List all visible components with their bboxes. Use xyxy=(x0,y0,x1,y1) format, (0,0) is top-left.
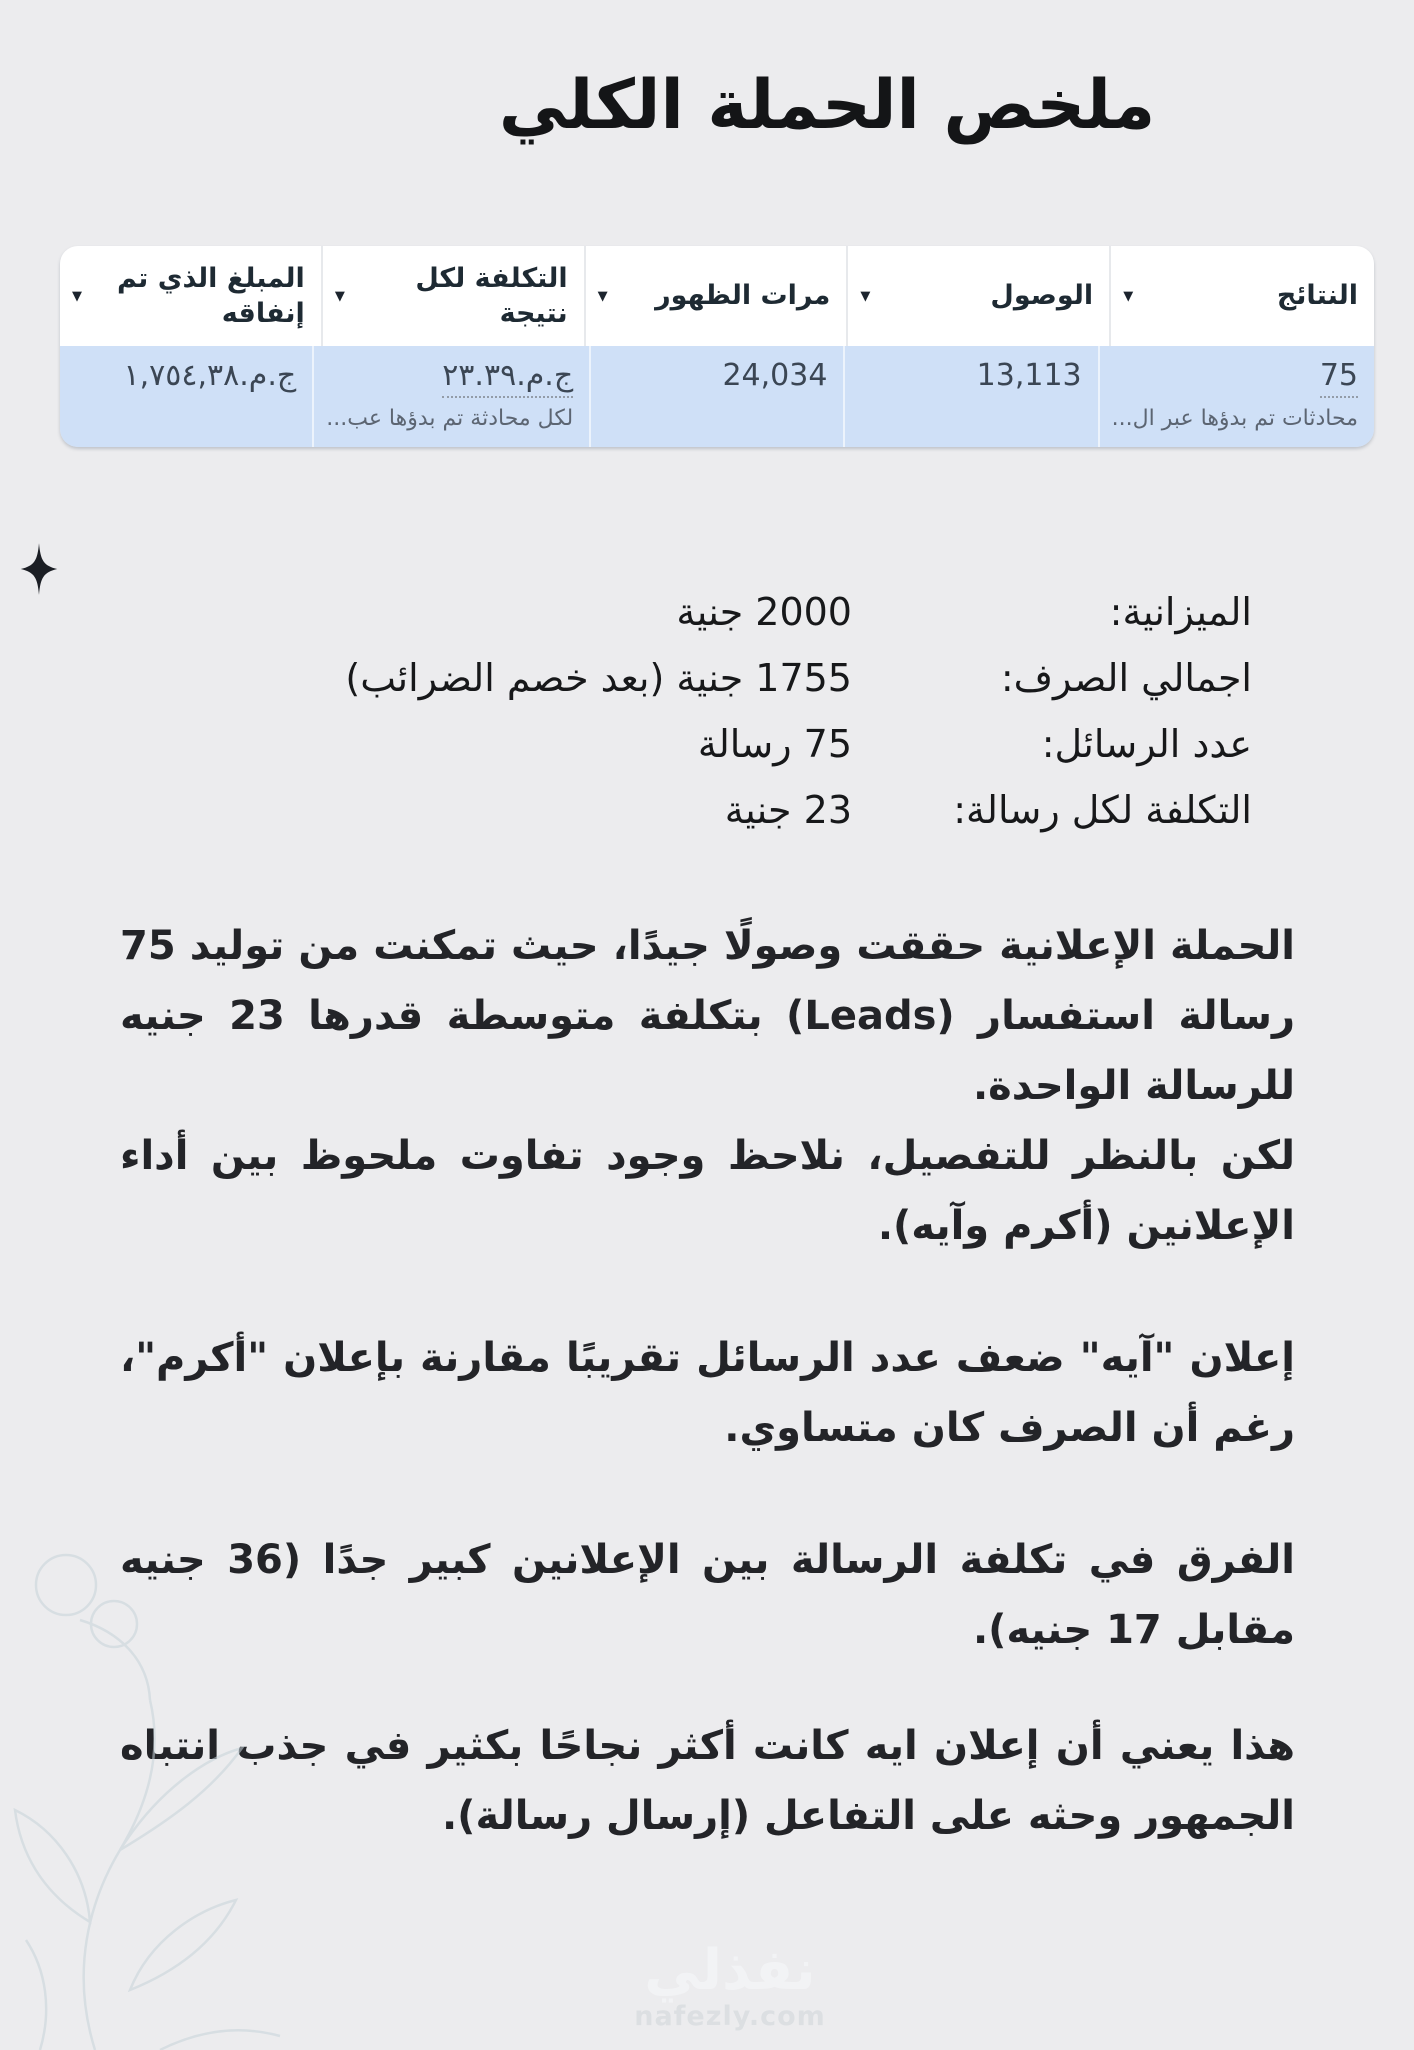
watermark-site: nafezly.com xyxy=(634,2001,826,2032)
summary-value-total-spend: 1755 جنية (بعد خصم الضرائب) xyxy=(345,655,852,700)
amount-spent-value: ج.م.١,٧٥٤,٣٨ xyxy=(123,358,297,393)
analysis-paragraph: إعلان "آيه" ضعف عدد الرسائل تقريبًا مقارنة بإعلان "أكرم"، رغم أن الصرف كان متساوي. xyxy=(120,1334,1295,1451)
cell-reach xyxy=(845,346,1099,447)
summary-list xyxy=(110,589,1252,835)
sort-caret-icon: ▼ xyxy=(860,288,871,304)
results-note: محادثات تم بدؤها عبر ال... xyxy=(1111,406,1358,431)
reach-value: 13,113 xyxy=(976,358,1082,393)
column-header-impressions[interactable] xyxy=(586,246,849,346)
analysis-paragraph: هذا يعني أن إعلان ايه كانت أكثر نجاحًا بكثير في جذب انتباه الجمهور وحثه على التفاعل (إرسال رسالة). xyxy=(120,1722,1295,1839)
sort-caret-icon: ▼ xyxy=(334,288,345,304)
column-header-label: الوصول xyxy=(990,280,1094,312)
sort-caret-icon: ▼ xyxy=(1123,288,1134,304)
column-header-amount-spent[interactable] xyxy=(60,246,323,346)
column-header-cost-per-result[interactable] xyxy=(323,246,586,346)
analysis-paragraph: الحملة الإعلانية حققت وصولًا جيدًا، حيث تمكنت من توليد 75 رسالة استفسار (Leads) بتكلفة متوسطة قدرها 23 جنيه للرسالة الواحدة. xyxy=(120,922,1295,1109)
page-title: ملخص الحملة الكلي xyxy=(498,66,1156,145)
cell-cost-per-result xyxy=(314,346,591,447)
sort-caret-icon: ▼ xyxy=(72,288,83,304)
analysis-paragraph: الفرق في تكلفة الرسالة بين الإعلانين كبير جدًا (36 جنيه مقابل 17 جنيه). xyxy=(120,1536,1295,1653)
impressions-value: 24,034 xyxy=(722,358,828,393)
sparkle-icon xyxy=(20,542,58,596)
sort-caret-icon: ▼ xyxy=(597,288,608,304)
summary-value-message-count: 75 رسالة xyxy=(697,721,852,766)
column-header-label: مرات الظهور xyxy=(655,280,831,312)
metrics-table-header-row xyxy=(60,246,1374,346)
cell-results xyxy=(1100,346,1374,447)
column-header-label: التكلفة لكل نتيجة xyxy=(415,262,568,329)
column-header-label: المبلغ الذي تم إنفاقه xyxy=(116,262,305,329)
summary-label-total-spend: اجمالي الصرف: xyxy=(1000,655,1252,700)
results-value: 75 xyxy=(1320,359,1358,398)
column-header-label: النتائج xyxy=(1276,280,1358,312)
cell-amount-spent xyxy=(60,346,314,447)
cost-per-result-note: لكل محادثة تم بدؤها عب... xyxy=(326,406,574,431)
analysis-paragraph: لكن بالنظر للتفصيل، نلاحظ وجود تفاوت ملحوظ بين أداء الإعلانين (أكرم وآيه). xyxy=(120,1132,1295,1249)
cell-impressions xyxy=(591,346,845,447)
summary-label-budget: الميزانية: xyxy=(1109,590,1252,634)
metrics-table xyxy=(60,246,1374,447)
column-header-reach[interactable] xyxy=(848,246,1111,346)
summary-label-message-count: عدد الرسائل: xyxy=(1041,721,1252,766)
watermark xyxy=(634,1940,826,2032)
summary-value-cost-per-message: 23 جنية xyxy=(724,787,852,832)
botanical-sketch-decoration xyxy=(0,1490,340,2050)
watermark-logo: نفذلي xyxy=(644,1938,816,2003)
cost-per-result-value: ج.م.٢٣.٣٩ xyxy=(442,359,573,398)
metrics-table-data-row xyxy=(60,346,1374,447)
column-header-results[interactable] xyxy=(1111,246,1374,346)
summary-value-budget: 2000 جنية xyxy=(676,590,852,634)
campaign-summary-page xyxy=(0,50,1414,2050)
summary-label-cost-per-message: التكلفة لكل رسالة: xyxy=(953,787,1252,832)
